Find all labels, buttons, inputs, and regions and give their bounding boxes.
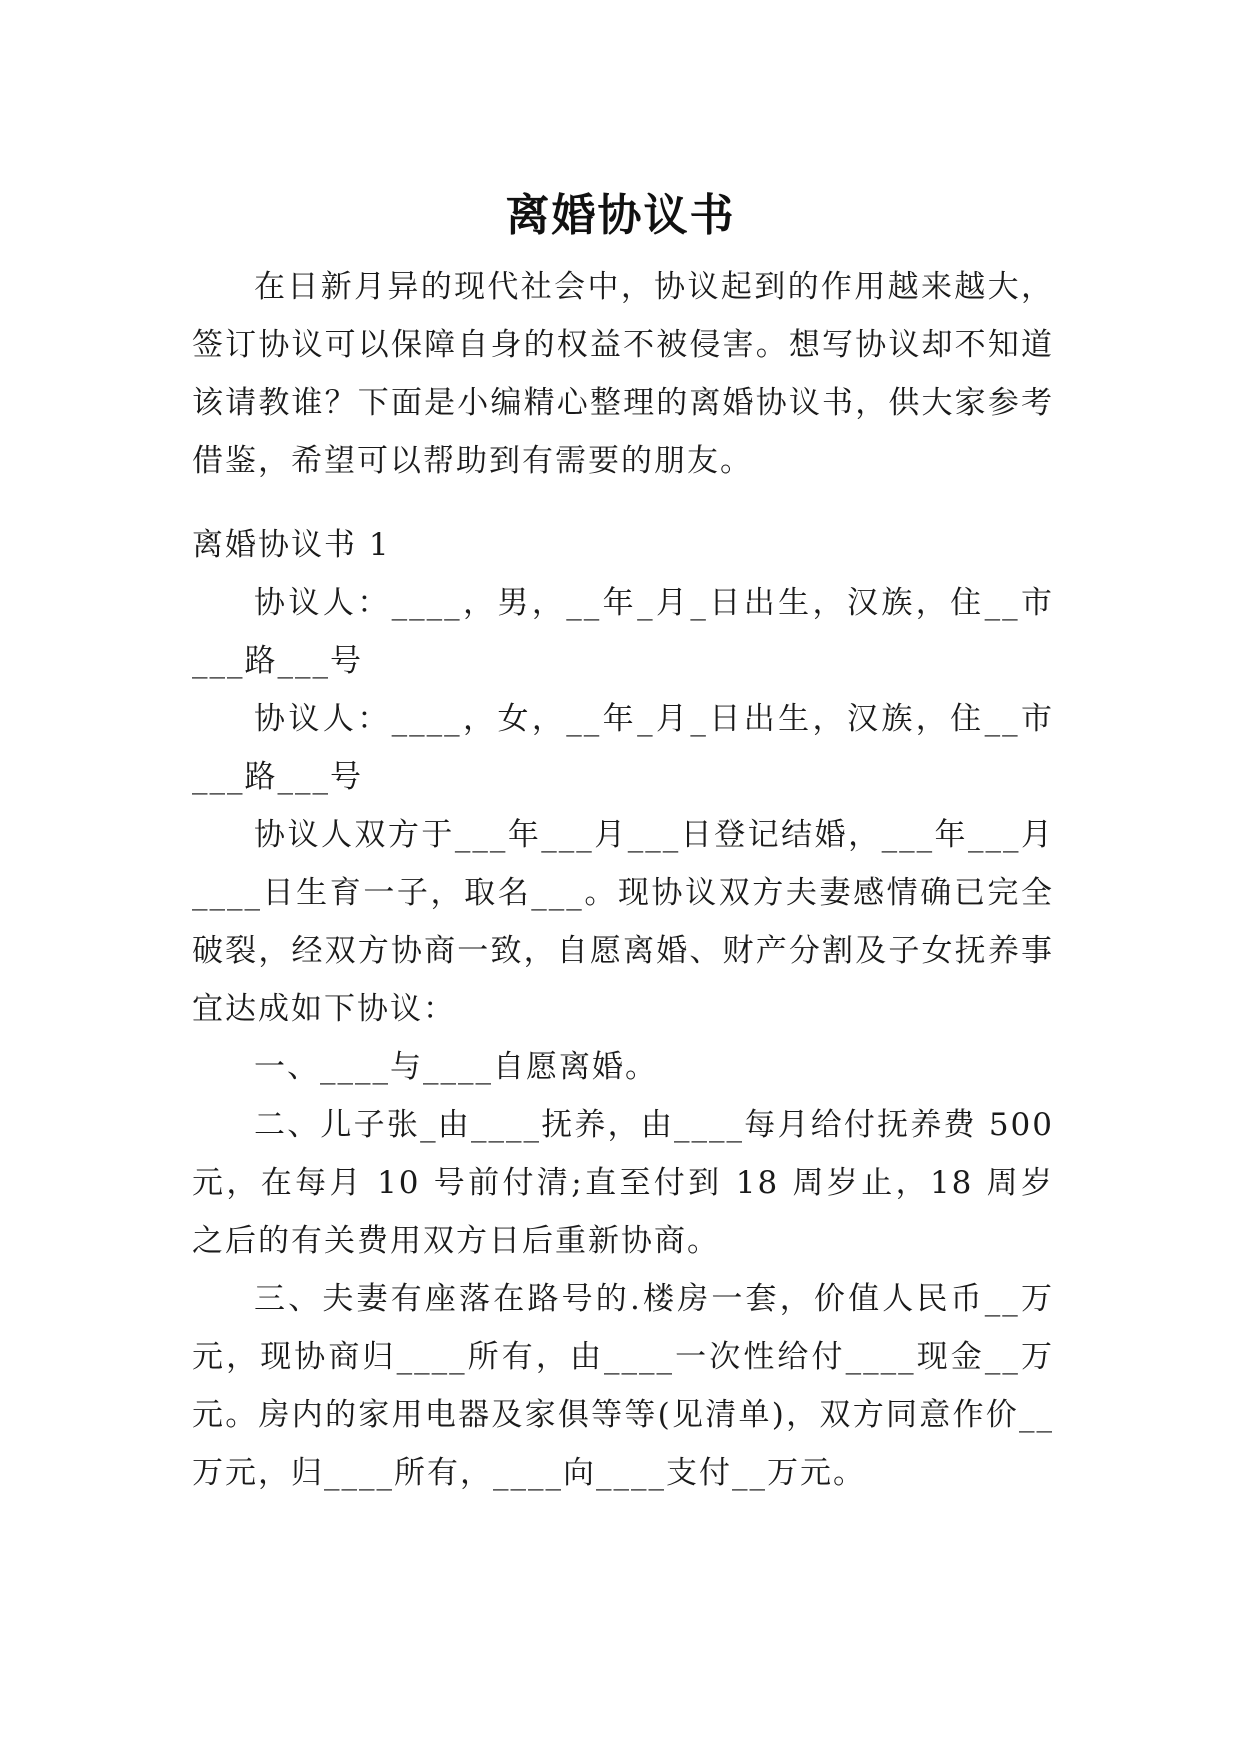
marriage-info-paragraph: 协议人双方于___年___月___日登记结婚，___年___月____日生育一子，取名___。现协议双方夫妻感情确已完全破裂，经双方协商一致，自愿离婚、财产分割及子女抚养事宜达成如下协议： [192, 817, 1054, 1027]
clause-3-paragraph: 三、夫妻有座落在路号的.楼房一套，价值人民币__万元，现协商归____所有，由____一次性给付____现金__万元。房内的家用电器及家俱等等(见清单)，双方同意作价__万元，归____所有，____向____支付__万元。 [192, 1281, 1054, 1491]
party-male-paragraph: 协议人：____，男，__年_月_日出生，汉族，住__市___路___号 [192, 585, 1054, 679]
intro-block [192, 258, 1054, 490]
intro-paragraph: 在日新月异的现代社会中，协议起到的作用越来越大，签订协议可以保障自身的权益不被侵害。想写协议却不知道该请教谁？下面是小编精心整理的离婚协议书，供大家参考借鉴，希望可以帮助到有需要的朋友。 [192, 269, 1054, 479]
document-title: 离婚协议书 [505, 190, 736, 242]
clause-2-paragraph: 二、儿子张_由____抚养，由____每月给付抚养费 500 元，在每月 10 号前付清;直至付到 18 周岁止，18 周岁之后的有关费用双方日后重新协商。 [192, 1107, 1054, 1259]
party-female-paragraph: 协议人：____，女，__年_月_日出生，汉族，住__市___路___号 [192, 701, 1054, 795]
section-heading: 离婚协议书 1 [192, 527, 391, 563]
agreement-body [192, 516, 1054, 1502]
clause-1-paragraph: 一、____与____自愿离婚。 [254, 1049, 658, 1085]
